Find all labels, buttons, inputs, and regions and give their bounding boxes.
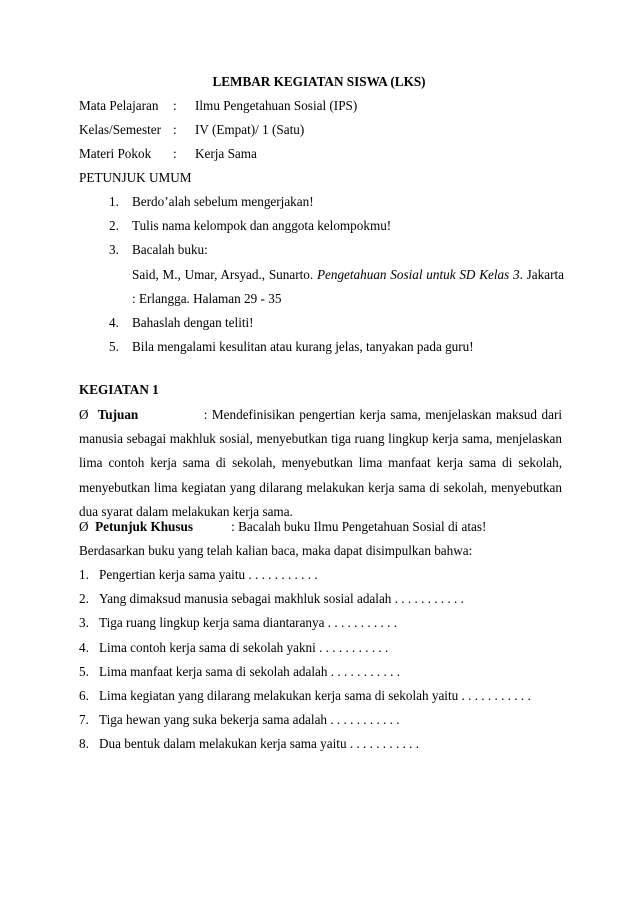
list-item xyxy=(79,335,579,359)
meta-value: Kerja Sama xyxy=(195,146,257,162)
question-text: Yang dimaksud manusia sebagai makhluk sosial adalah . . . . . . . . . . . xyxy=(99,591,464,607)
question-list xyxy=(79,563,562,757)
question-text: Lima contoh kerja sama di sekolah yakni . . . . . . . . . . . xyxy=(99,639,389,655)
list-item xyxy=(79,311,579,335)
meta-colon: : xyxy=(173,146,177,162)
question-text: Lima manfaat kerja sama di sekolah adalah . . . . . . . . . . . xyxy=(99,663,401,679)
question-text: Pengertian kerja sama yaitu . . . . . . . . . . . xyxy=(99,567,318,582)
question-item xyxy=(79,732,562,756)
meta-colon: : xyxy=(173,122,177,138)
question-number: 8. xyxy=(79,736,89,752)
meta-colon: : xyxy=(173,98,177,113)
question-item xyxy=(79,563,562,587)
list-number: 2. xyxy=(109,218,119,234)
question-number: 3. xyxy=(79,615,89,631)
question-text: Tiga hewan yang suka bekerja sama adalah . . . . . . . . . . . xyxy=(99,712,400,728)
list-item xyxy=(79,214,579,238)
list-item xyxy=(79,190,579,214)
list-item xyxy=(79,238,579,262)
list-number: 4. xyxy=(109,315,119,330)
list-number: 3. xyxy=(109,242,119,258)
meta-label: Materi Pokok xyxy=(79,146,152,162)
list-text: Tulis nama kelompok dan anggota kelompokmu! xyxy=(132,218,392,234)
intro-text: Berdasarkan buku yang telah kalian baca, maka dapat disimpulkan bahwa: xyxy=(79,543,473,558)
meta-value: IV (Empat)/ 1 (Satu) xyxy=(195,122,305,138)
petunjuk-khusus-text: : Bacalah buku Ilmu Pengetahuan Sosial di atas! xyxy=(231,519,487,534)
question-text: Dua bentuk dalam melakukan kerja sama yaitu . . . . . . . . . . . xyxy=(99,736,420,752)
petunjuk-umum-list xyxy=(79,190,579,263)
list-text: Bila mengalami kesulitan atau kurang jelas, tanyakan pada guru! xyxy=(132,339,474,355)
tujuan-label: Tujuan xyxy=(97,407,139,422)
meta-row xyxy=(79,142,579,166)
question-item xyxy=(79,587,562,611)
tujuan-text: : Mendefinisikan pengertian kerja sama, menjelaskan maksud dari manusia sebagai makhluk sosial, menyebutkan tiga ruang lingkup kerja sama, menjelaskan lima contoh kerja sama di sekolah, menyebutkan lima manfaat kerja sama di sekolah, menyebutkan lima kegiatan yang dilarang melakukan kerja sama di sekolah, menyebutkan dua syarat dalam melakukan kerja sama. xyxy=(79,407,562,519)
meta-block xyxy=(79,94,579,167)
petunjuk-umum-heading: PETUNJUK UMUM xyxy=(79,170,192,185)
question-text: Tiga ruang lingkup kerja sama diantaranya . . . . . . . . . . . xyxy=(99,615,397,631)
bullet-arrow-icon: Ø xyxy=(79,519,89,534)
question-number: 7. xyxy=(79,712,89,728)
petunjuk-khusus-line xyxy=(79,515,562,539)
petunjuk-khusus-label: Petunjuk Khusus xyxy=(95,519,193,534)
bullet-arrow-icon: Ø xyxy=(79,407,89,422)
list-text: Bacalah buku: xyxy=(132,242,208,258)
question-number: 1. xyxy=(79,567,89,582)
citation-publisher: . Jakarta : Erlangga. Halaman 29 - 35 xyxy=(132,267,565,307)
question-item xyxy=(79,684,562,708)
meta-row xyxy=(79,94,579,118)
question-text: Lima kegiatan yang dilarang melakukan kerja sama di sekolah yaitu . . . . . . . . . . . xyxy=(99,687,531,703)
citation-authors: Said, M., Umar, Arsyad., Sunarto. xyxy=(132,267,317,282)
question-number: 2. xyxy=(79,591,89,607)
list-number: 1. xyxy=(109,194,119,209)
list-text: Berdo’alah sebelum mengerjakan! xyxy=(132,194,314,209)
meta-value: Ilmu Pengetahuan Sosial (IPS) xyxy=(195,98,358,113)
question-number: 6. xyxy=(79,687,89,703)
kegiatan-heading: KEGIATAN 1 xyxy=(79,382,159,397)
meta-label: Mata Pelajaran xyxy=(79,98,159,113)
citation-book-title: Pengetahuan Sosial untuk SD Kelas 3 xyxy=(316,267,520,282)
petunjuk-umum-list-cont xyxy=(79,311,579,359)
question-item xyxy=(79,660,562,684)
question-item xyxy=(79,708,562,732)
question-item xyxy=(79,611,562,635)
list-number: 5. xyxy=(109,339,119,355)
question-number: 5. xyxy=(79,663,89,679)
question-item xyxy=(79,636,562,660)
book-citation xyxy=(132,263,564,311)
meta-label: Kelas/Semester xyxy=(79,122,162,138)
question-number: 4. xyxy=(79,639,89,655)
document-title: LEMBAR KEGIATAN SISWA (LKS) xyxy=(212,74,426,89)
list-text: Bahaslah dengan teliti! xyxy=(132,315,254,330)
meta-row xyxy=(79,118,579,142)
tujuan-paragraph xyxy=(79,403,562,524)
